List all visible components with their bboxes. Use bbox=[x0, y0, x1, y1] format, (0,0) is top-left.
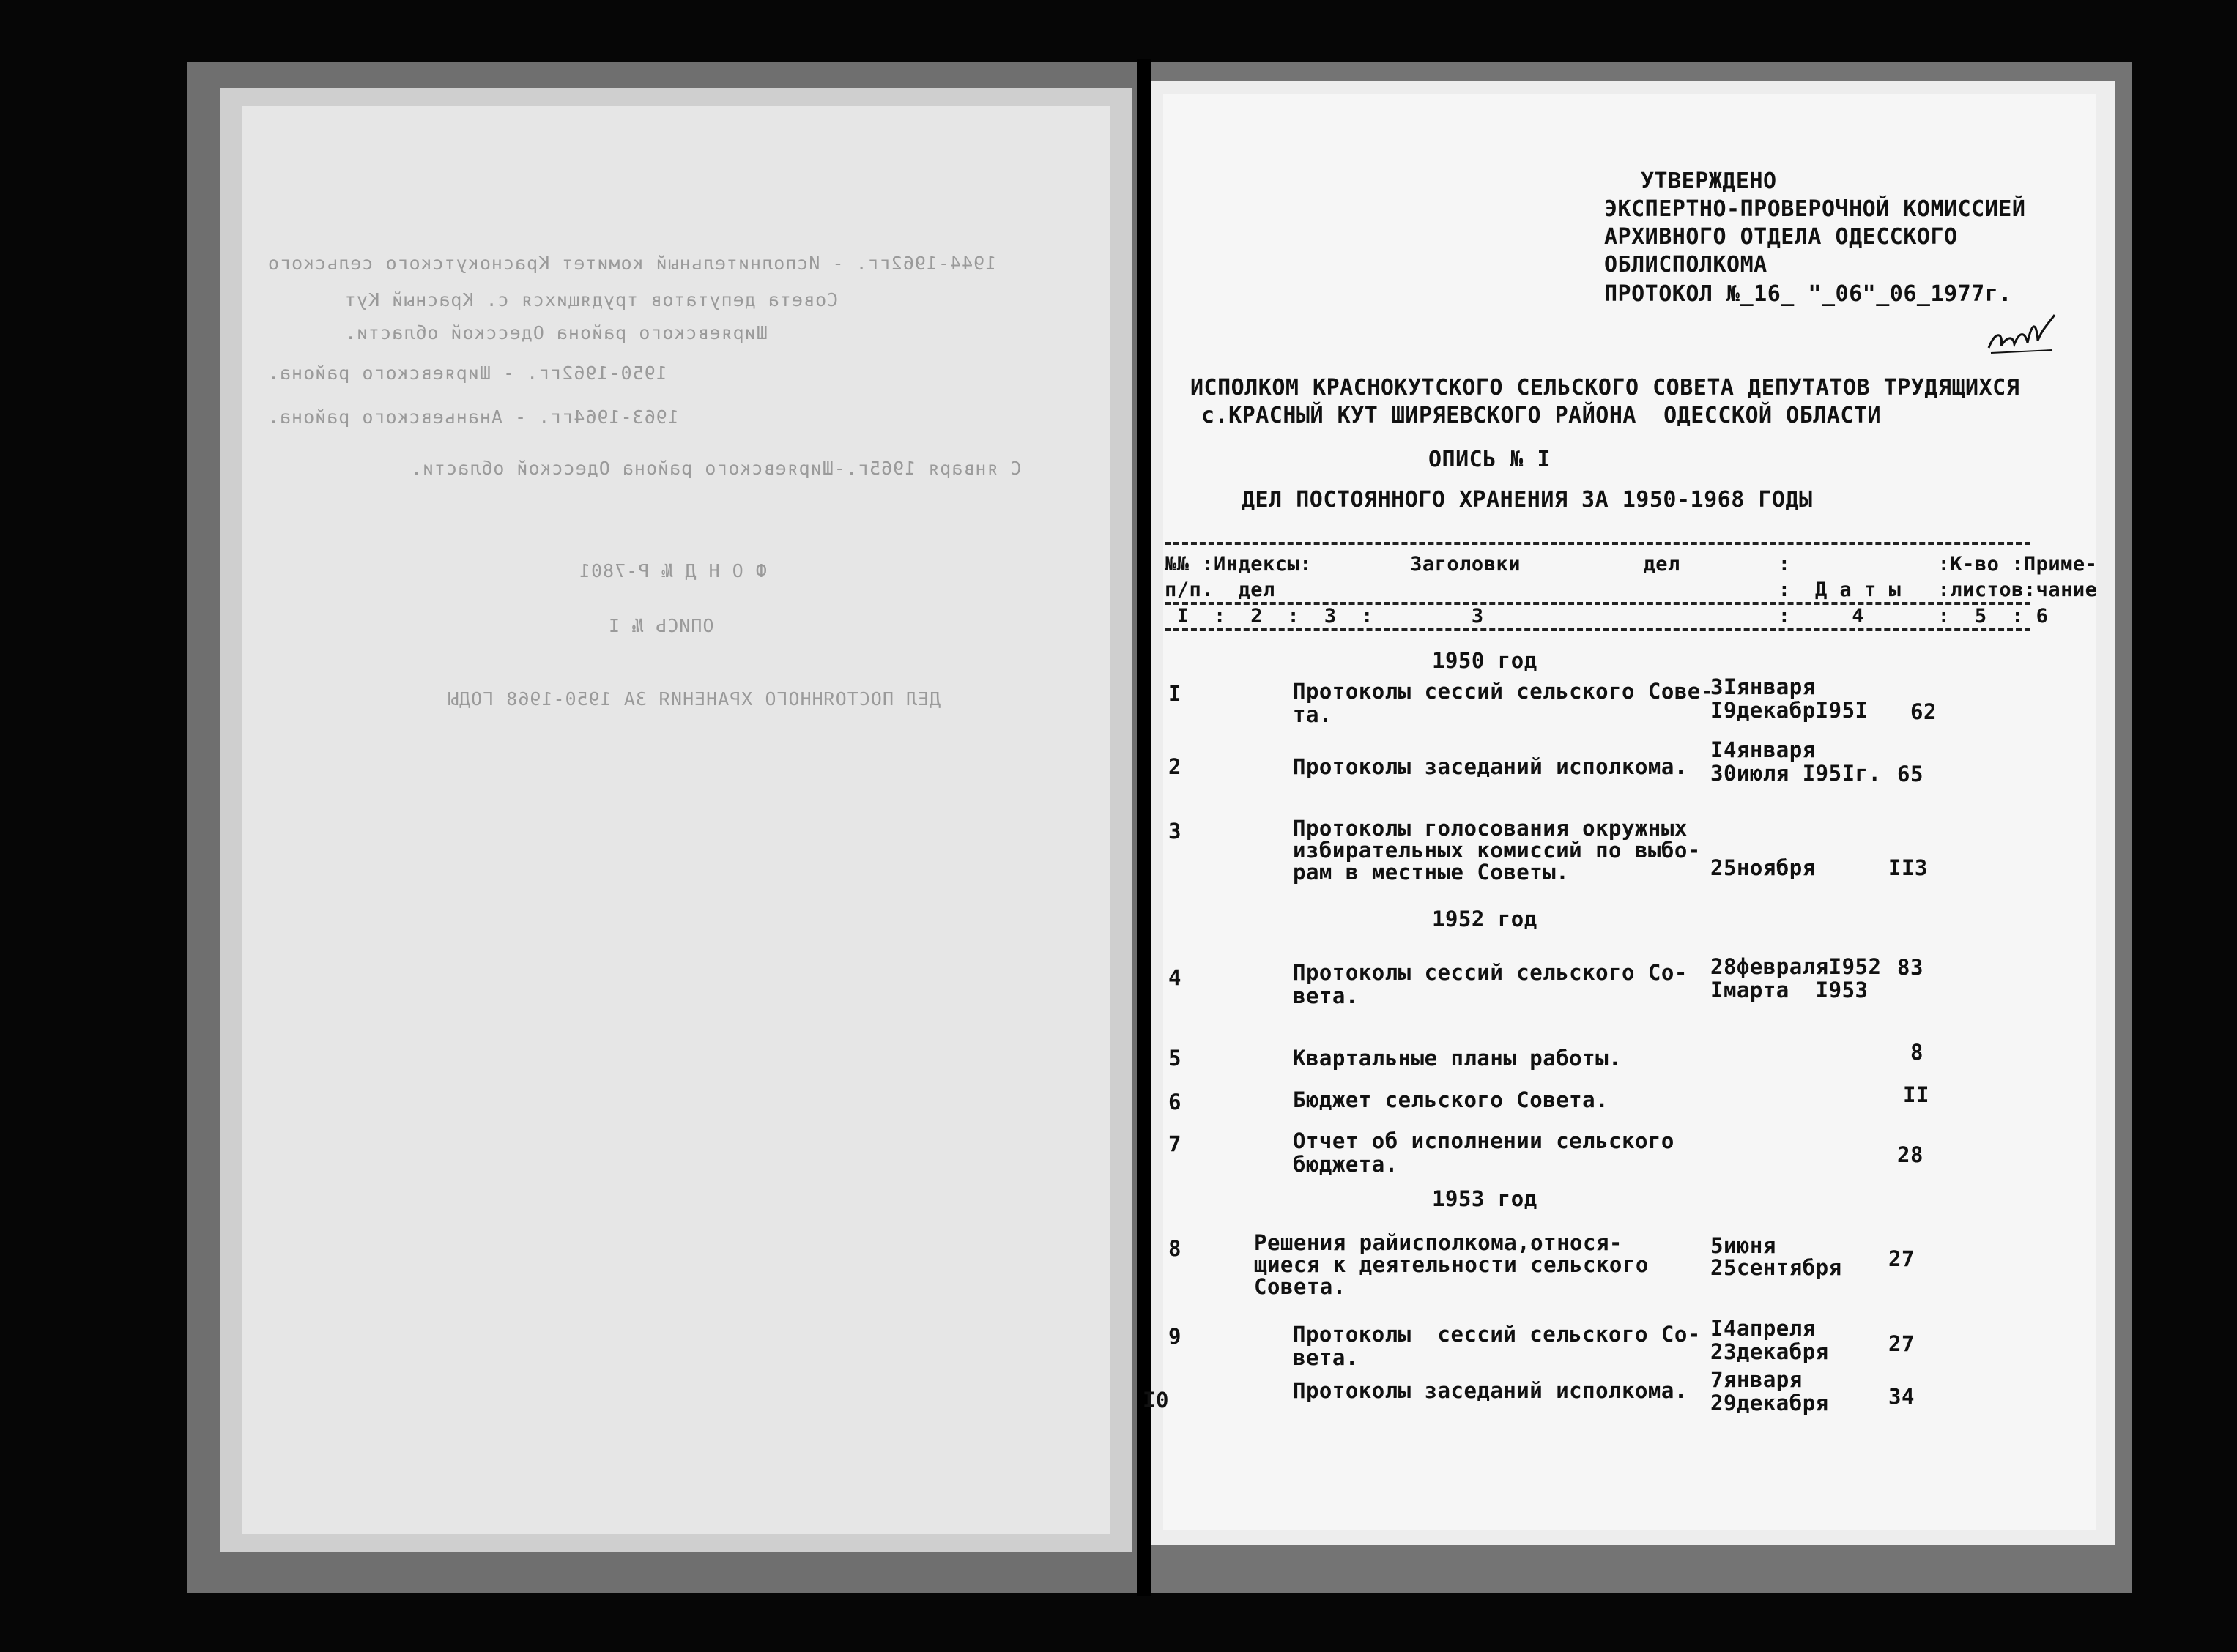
row-sheets: II3 bbox=[1888, 855, 1928, 880]
row-sheets: 34 bbox=[1888, 1384, 1915, 1409]
approval-line-1: УТВЕРЖДЕНО bbox=[1641, 168, 1777, 194]
row-sheets: 27 bbox=[1888, 1331, 1915, 1356]
year-heading: 1952 год bbox=[1432, 907, 1537, 931]
bleed-line-6: С января 1965г.-Ширяевского района Одесской области. bbox=[410, 458, 1022, 479]
row-number: 9 bbox=[1168, 1324, 1181, 1349]
row-title: Решения райисполкома,относя- щиеся к деятельности сельского Совета. bbox=[1254, 1230, 1649, 1299]
left-page-sheet bbox=[242, 106, 1110, 1534]
row-sheets: 62 bbox=[1910, 699, 1937, 724]
table-rule-top bbox=[1165, 542, 2030, 545]
table-header-numbers: I : 2 : 3 : 3 : 4 : 5 : 6 bbox=[1165, 605, 2049, 628]
row-dates: 28февраляI952 Iмарта I953 bbox=[1710, 954, 1882, 1002]
table-rule-bottom bbox=[1165, 628, 2030, 631]
row-number: 6 bbox=[1168, 1090, 1181, 1115]
row-number: 4 bbox=[1168, 965, 1181, 990]
row-title: Бюджет сельского Совета. bbox=[1293, 1087, 1609, 1112]
bleed-line-4: 1950-1962гг. - Ширяевского района. bbox=[267, 362, 667, 384]
table-header-row-2: п/п. дел : Д а т ы :листов:чание bbox=[1165, 578, 2098, 601]
row-dates: I4апреля 23декабря bbox=[1710, 1316, 1829, 1364]
row-sheets: 8 bbox=[1910, 1040, 1923, 1065]
row-dates: 5июня 25сентября bbox=[1710, 1233, 1842, 1280]
book-gutter bbox=[1137, 59, 1151, 1596]
approval-line-5: ПРОТОКОЛ №_16_ "_06"_06_1977г. bbox=[1604, 281, 2012, 307]
row-sheets: II bbox=[1903, 1082, 1929, 1107]
row-number: 8 bbox=[1168, 1236, 1181, 1261]
row-sheets: 28 bbox=[1897, 1142, 1923, 1167]
year-heading: 1950 год bbox=[1432, 648, 1537, 673]
title-line-3: ОПИСЬ № I bbox=[1428, 447, 1551, 472]
row-title: Протоколы голосования окружных избирательных комиссий по выбо- рам в местные Советы. bbox=[1293, 816, 1701, 885]
row-number: 5 bbox=[1168, 1046, 1181, 1071]
row-sheets: 27 bbox=[1888, 1246, 1915, 1271]
bleed-line-3: Ширяевского района Одесской области. bbox=[344, 322, 768, 343]
row-title: Протоколы заседаний исполкома. bbox=[1293, 754, 1688, 779]
title-line-1: ИСПОЛКОМ КРАСНОКУТСКОГО СЕЛЬСКОГО СОВЕТА ДЕПУТАТОВ ТРУДЯЩИХСЯ bbox=[1190, 375, 2020, 401]
row-sheets: 83 bbox=[1897, 955, 1923, 980]
row-number: 2 bbox=[1168, 754, 1181, 779]
approval-line-4: ОБЛИСПОЛКОМА bbox=[1604, 252, 1767, 278]
table-header-row-1: №№ :Индексы: Заголовки дел : :К-во :Приме- bbox=[1165, 553, 2098, 576]
row-number: 7 bbox=[1168, 1131, 1181, 1156]
approval-line-3: АРХИВНОГО ОТДЕЛА ОДЕССКОГО bbox=[1604, 224, 1958, 250]
title-line-4: ДЕЛ ПОСТОЯННОГО ХРАНЕНИЯ ЗА 1950-1968 ГОДЫ bbox=[1242, 487, 1813, 513]
row-dates: I4января 30июля I95Iг. bbox=[1710, 737, 1882, 786]
row-sheets: 65 bbox=[1897, 762, 1923, 786]
row-title: Отчет об исполнении сельского бюджета. bbox=[1293, 1128, 1674, 1177]
row-number: I bbox=[1168, 681, 1181, 706]
row-title: Протоколы сессий сельского Сове- та. bbox=[1293, 679, 1714, 727]
bleed-line-7: Ф О Н Д № Р-7801 bbox=[579, 560, 767, 581]
bleed-line-5: 1963-1964гг. - Ананьевского района. bbox=[267, 406, 679, 428]
row-dates: 7января 29декабря bbox=[1710, 1367, 1829, 1415]
row-title: Квартальные планы работы. bbox=[1293, 1046, 1622, 1071]
row-number: I0 bbox=[1143, 1388, 1169, 1413]
row-title: Протоколы заседаний исполкома. bbox=[1293, 1378, 1688, 1403]
row-number: 3 bbox=[1168, 819, 1181, 844]
row-dates: 3Iянваря I9декабрI95I bbox=[1710, 674, 1869, 723]
title-line-2: с.КРАСНЫЙ КУТ ШИРЯЕВСКОГО РАЙОНА ОДЕССКОЙ ОБЛАСТИ bbox=[1201, 403, 1882, 428]
bleed-line-2: Совета депутатов трудящихся с. Красный Кут bbox=[344, 289, 839, 310]
bleed-line-8: ОПИСЬ № I bbox=[608, 615, 714, 636]
row-title: Протоколы сессий сельского Со- вета. bbox=[1293, 1322, 1701, 1370]
year-heading: 1953 год bbox=[1432, 1186, 1537, 1211]
approval-line-2: ЭКСПЕРТНО-ПРОВЕРОЧНОЙ КОМИССИЕЙ bbox=[1604, 196, 2026, 222]
bleed-line-9: ДЕЛ ПОСТОЯННОГО ХРАНЕНИЯ ЗА 1950-1968 ГОДЫ bbox=[447, 688, 941, 710]
signature-icon bbox=[1985, 308, 2058, 366]
row-dates: 25ноября bbox=[1710, 855, 1816, 880]
row-title: Протоколы сессий сельского Со- вета. bbox=[1293, 960, 1688, 1008]
bleed-line-1: 1944-1962гг. - Исполнительный комитет Краснокутского сельского bbox=[267, 253, 997, 274]
